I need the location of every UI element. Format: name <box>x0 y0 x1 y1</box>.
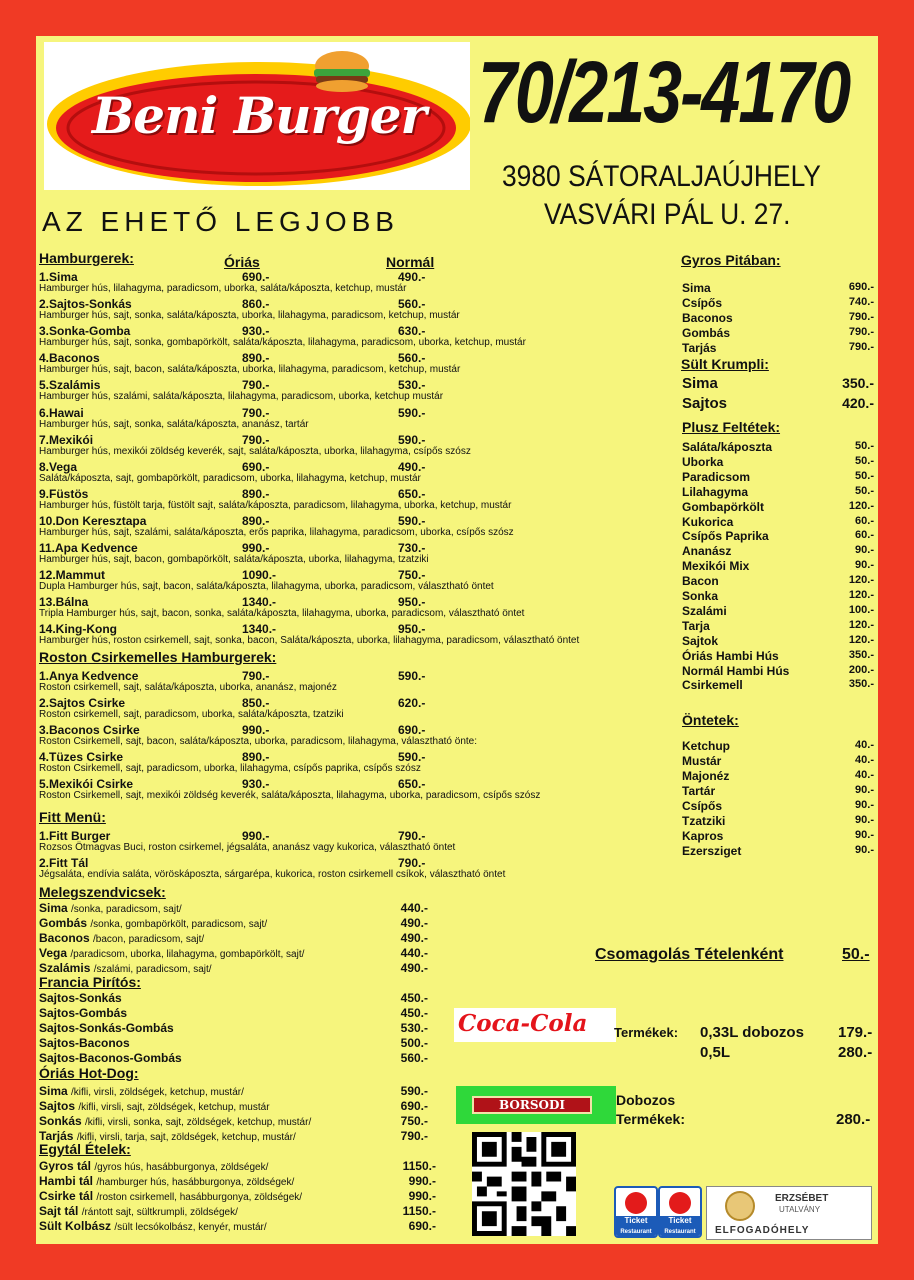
menu-item-name: 4.Baconos <box>39 351 100 366</box>
menu-item-description: Rozsos Ötmagvas Buci, roston csirkemel, jégsaláta, ananász vagy kukorica, választható öntet <box>39 842 456 853</box>
menu-item-price: 790.- <box>848 326 874 338</box>
menu-item-price: 750.- <box>400 1114 428 1128</box>
menu-item-name: Sonkás <box>39 1114 82 1128</box>
menu-item-description: Roston Csirkemell, sajt, bacon, saláta/káposzta, uborka, paradicsom, lilahagyma, választható önte: <box>39 736 477 748</box>
menu-item-price: 1150.- <box>402 1204 436 1218</box>
menu-item-price: 50.- <box>855 469 874 482</box>
borsodi-logo-text: BORSODI <box>472 1096 592 1114</box>
menu-item-name: Mexikói Mix <box>682 559 750 574</box>
cola-label: Termékek: <box>614 1025 679 1040</box>
menu-item-name: 14.King-Kong <box>39 622 117 637</box>
menu-item-name: Tartár <box>682 784 716 798</box>
menu-item <box>39 1204 238 1218</box>
menu-item-description: Hamburger hús, sajt, sonka, saláta/káposzta, ananász, tartár <box>39 418 309 430</box>
menu-item-price-large: 890.- <box>242 486 270 501</box>
section-title-gyros: Gyros Pitában: <box>681 252 781 268</box>
menu-item-price-large: 850.- <box>242 696 270 711</box>
menu-item-name: Csípős <box>682 799 723 813</box>
menu-item <box>39 1159 268 1173</box>
menu-item-name: Gombás <box>682 326 731 340</box>
menu-item-description: Hamburger hús, sajt, bacon, saláta/káposzta, uborka, lilahagyma, paradicsom, ketchup, mustár <box>39 364 461 376</box>
menu-item-name: Sajtos <box>682 395 728 412</box>
menu-item-description: /sonka, gombapörkölt, paradicsom, sajt/ <box>90 919 268 930</box>
menu-item-name: Sajtos-Sonkás <box>39 991 122 1005</box>
menu-item-name: Tarja <box>682 618 710 633</box>
menu-item-description: /hamburger hús, hasábburgonya, zöldségek/ <box>96 1177 295 1188</box>
menu-item-name: 5.Mexikói Csirke <box>39 777 134 792</box>
menu-item-name: Uborka <box>682 454 724 469</box>
erzsebet-line-3: ELFOGADÓHELY <box>715 1225 810 1236</box>
menu-item-price: 440.- <box>400 946 428 960</box>
menu-item-description: Saláta/káposzta, sajt, gombapörkölt, paradicsom, uborka, lilahagyma, ketchup, mustár <box>39 472 421 484</box>
menu-item-name: Szalámis <box>39 961 91 975</box>
menu-item-name: Normál Hambi Hús <box>682 663 790 678</box>
menu-item-price: 450.- <box>400 991 428 1005</box>
menu-item-price-normal: 490.- <box>398 459 426 474</box>
menu-item-name: Sima <box>39 1084 68 1098</box>
menu-item-price: 690.- <box>848 281 874 293</box>
menu-item-price-normal: 690.- <box>398 723 426 738</box>
section-title-francia: Francia Pirítós: <box>39 974 141 990</box>
menu-item-description: /sült lecsókolbász, kenyér, mustár/ <box>114 1222 267 1233</box>
logo <box>44 42 470 190</box>
section-title-roston: Roston Csirkemelles Hamburgerek: <box>39 649 277 665</box>
menu-item-description: Roston csirkemell, sajt, saláta/káposzta, uborka, ananász, majonéz <box>39 682 337 693</box>
menu-item-name: Ketchup <box>682 739 730 753</box>
ticket-sublabel: Restaurant <box>664 1229 696 1235</box>
menu-item-name: Sajtok <box>682 633 719 648</box>
menu-item-price: 90.- <box>855 799 874 811</box>
menu-item-name: Sajtos-Baconos-Gombás <box>39 1051 182 1065</box>
menu-item <box>39 1006 127 1020</box>
column-header-large: Óriás <box>224 254 260 270</box>
menu-item-name: 2.Fitt Tál <box>39 856 89 870</box>
menu-item-name: Sonka <box>682 589 719 603</box>
menu-item-price: 40.- <box>855 769 874 781</box>
menu-item-price-normal: 560.- <box>398 297 426 312</box>
menu-item-price: 350.- <box>848 648 874 661</box>
menu-item-name: 7.Mexikói <box>39 432 94 447</box>
cola-price-1: 179.- <box>838 1024 873 1041</box>
menu-item-price-normal: 950.- <box>398 595 426 610</box>
menu-item-name: Paradicsom <box>682 469 751 484</box>
menu-item <box>39 961 212 975</box>
menu-item-description: /gyros hús, hasábburgonya, zöldségek/ <box>94 1162 269 1173</box>
menu-item-price: 1150.- <box>402 1159 436 1173</box>
menu-item-price-normal: 790.- <box>398 829 426 843</box>
menu-item-price: 990.- <box>408 1189 436 1203</box>
menu-item-price: 350.- <box>848 678 874 691</box>
menu-item-price-normal: 620.- <box>398 696 426 711</box>
menu-item-description: /sonka, paradicsom, sajt/ <box>71 904 182 915</box>
address-line-2: VASVÁRI PÁL U. 27. <box>544 198 791 231</box>
menu-item-description: /kifli, virsli, sajt, zöldségek, ketchup, mustár <box>78 1102 270 1113</box>
menu-item-price: 90.- <box>855 544 874 557</box>
menu-item-price: 120.- <box>848 633 874 646</box>
borsodi-label-1: Dobozos <box>616 1092 676 1108</box>
menu-item-name: Baconos <box>39 931 90 945</box>
menu-item-price: 490.- <box>400 931 428 945</box>
menu-item-name: Gombás <box>39 916 88 930</box>
borsodi-price: 280.- <box>836 1111 871 1128</box>
menu-item-name: 4.Tüzes Csirke <box>39 750 124 765</box>
packaging-price: 50.- <box>842 946 870 963</box>
menu-item-name: Sajtos-Baconos <box>39 1036 130 1050</box>
menu-item-price: 120.- <box>848 574 874 587</box>
menu-item-name: 8.Vega <box>39 459 78 474</box>
menu-item-price: 60.- <box>855 514 874 527</box>
menu-item-price-large: 690.- <box>242 459 270 474</box>
menu-item-name: Sajtos <box>39 1099 76 1113</box>
menu-item-name: Baconos <box>682 311 733 325</box>
menu-item-price: 490.- <box>400 916 428 930</box>
menu-item-description: Hamburger hús, roston csirkemell, sajt, sonka, bacon, Saláta/káposzta, uborka, lilahagyma, paradicsom, választható öntet <box>39 635 580 647</box>
menu-item-price-normal: 650.- <box>398 777 426 792</box>
menu-item-price: 350.- <box>842 375 874 391</box>
menu-item <box>39 901 182 915</box>
menu-item-name: Csirkemell <box>682 678 743 693</box>
ticket-logo-icon <box>669 1192 691 1214</box>
menu-item-price: 530.- <box>400 1021 428 1035</box>
menu-item-price: 50.- <box>855 484 874 497</box>
column-header-normal: Normál <box>386 254 435 270</box>
menu-item <box>39 1174 294 1188</box>
menu-item-name: Mustár <box>682 754 722 768</box>
menu-item-price-normal: 790.- <box>398 856 426 870</box>
section-title-melegszendvics: Melegszendvicsek: <box>39 884 166 900</box>
menu-item-name: 5.Szalámis <box>39 378 101 393</box>
menu-item-price: 690.- <box>400 1099 428 1113</box>
section-title-egytal: Egytál Ételek: <box>39 1141 131 1157</box>
ticket-restaurant-badge-1 <box>614 1186 658 1238</box>
menu-item-price: 40.- <box>855 739 874 751</box>
menu-item-price-large: 890.- <box>242 351 270 366</box>
menu-item-price-large: 930.- <box>242 777 270 792</box>
menu-item-name: 10.Don Keresztapa <box>39 513 147 528</box>
cola-price-2: 280.- <box>838 1044 873 1061</box>
menu-item-name: Kukorica <box>682 514 734 529</box>
section-title-fitt: Fitt Menü: <box>39 809 106 825</box>
menu-item-description: /szalámi, paradicsom, sajt/ <box>93 964 212 975</box>
menu-item-price: 90.- <box>855 814 874 826</box>
menu-item-description: Roston Csirkemell, sajt, paradicsom, uborka, lilahagyma, csípős paprika, csípős szósz <box>39 763 421 775</box>
menu-item-name: Vega <box>39 946 68 960</box>
cola-size-2: 0,5L <box>700 1044 731 1061</box>
menu-item-price: 790.- <box>400 1129 428 1143</box>
menu-item-description: /kifli, virsli, tarja, sajt, zöldségek, ketchup, mustár/ <box>76 1132 296 1143</box>
menu-item-price: 590.- <box>400 1084 428 1098</box>
menu-item-name: Majonéz <box>682 769 730 783</box>
menu-item-name: 3.Baconos Csirke <box>39 723 140 738</box>
menu-item-name: Tzatziki <box>682 814 726 828</box>
menu-item-description: Jégsaláta, endívia saláta, vöröskáposzta, sárgarépa, kukorica, roston csirkemell csíkok, választható öntet <box>39 869 506 880</box>
menu-item <box>39 991 122 1005</box>
menu-item-price-normal: 560.- <box>398 351 426 366</box>
menu-item-name: 13.Bálna <box>39 595 89 610</box>
menu-item-description: Hamburger hús, sajt, sonka, gombapörkölt, saláta/káposzta, lilahagyma, paradicsom, uborka, ketchup, mustár <box>39 337 526 349</box>
menu-item-price-large: 1340.- <box>242 595 277 610</box>
menu-item-description: Hamburger hús, lilahagyma, paradicsom, uborka, saláta/káposzta, ketchup, mustár <box>39 283 407 294</box>
menu-item-price: 90.- <box>855 784 874 796</box>
menu-item-price: 60.- <box>855 529 874 542</box>
menu-item <box>39 1099 270 1113</box>
menu-item-price: 90.- <box>855 559 874 572</box>
menu-item-description: Dupla Hamburger hús, sajt, bacon, saláta/káposzta, lilahagyma, uborka, paradicsom, választható öntet <box>39 581 494 593</box>
menu-item-name: Ananász <box>682 544 732 559</box>
menu-item-name: Sült Kolbász <box>39 1219 112 1233</box>
menu-item-price-large: 890.- <box>242 513 270 528</box>
menu-item <box>39 1189 302 1203</box>
menu-item-description: Tripla Hamburger hús, sajt, bacon, sonka, saláta/káposzta, lilahagyma, uborka, paradicsom, választható öntet <box>39 608 525 620</box>
menu-item-description: /bacon, paradicsom, sajt/ <box>93 934 205 945</box>
menu-item-name: 1.Anya Kedvence <box>39 669 139 683</box>
menu-sheet <box>36 36 878 1244</box>
menu-item-price: 690.- <box>408 1219 436 1233</box>
menu-item-name: Csípős Paprika <box>682 529 769 544</box>
ticket-label: Ticket <box>668 1216 692 1225</box>
menu-item <box>39 916 267 930</box>
address-line-1: 3980 SÁTORALJAÚJHELY <box>502 160 821 193</box>
menu-item-name: Ezersziget <box>682 844 742 858</box>
menu-item-description: Hamburger hús, sajt, szalámi, saláta/káposzta, erős paprika, lilahagyma, paradicsom, uborka, csípős szósz <box>39 526 514 538</box>
menu-item-price: 200.- <box>848 663 874 676</box>
menu-item-name: Sajtos-Gombás <box>39 1006 128 1020</box>
menu-item-name: Kapros <box>682 829 724 843</box>
packaging-label: Csomagolás Tételenként <box>595 946 784 963</box>
section-title-ontetek: Öntetek: <box>682 712 739 728</box>
section-title-plusz: Plusz Feltétek: <box>682 419 781 435</box>
menu-item-name: 1.Fitt Burger <box>39 829 111 843</box>
menu-item-price-large: 1340.- <box>242 622 277 637</box>
brand-logo-text: Beni Burger <box>92 86 426 145</box>
menu-item-price-large: 790.- <box>242 405 270 420</box>
menu-item-name: Bacon <box>682 574 719 589</box>
menu-item-name: Saláta/káposzta <box>682 440 773 454</box>
menu-item-description: Hamburger hús, mexikói zöldség keverék, sajt, saláta/káposzta, uborka, lilahagyma, csípős szósz <box>39 445 471 457</box>
menu-item-price: 120.- <box>848 618 874 631</box>
menu-item-price-normal: 590.- <box>398 669 426 683</box>
menu-item-price-normal: 730.- <box>398 541 426 555</box>
menu-item-price-large: 930.- <box>242 324 270 339</box>
menu-item-price-normal: 530.- <box>398 378 426 393</box>
menu-item-price-normal: 650.- <box>398 486 426 501</box>
menu-item-name: Csirke tál <box>39 1189 94 1203</box>
menu-item <box>39 1114 311 1128</box>
menu-item <box>39 1084 244 1098</box>
menu-item-price: 450.- <box>400 1006 428 1020</box>
menu-item-name: 12.Mammut <box>39 568 106 583</box>
menu-item-name: Sima <box>682 375 718 392</box>
menu-item <box>39 1051 182 1065</box>
menu-item-price: 790.- <box>848 341 874 353</box>
menu-item-description: /roston csirkemell, hasábburgonya, zöldségek/ <box>96 1192 303 1203</box>
menu-item-price-large: 990.- <box>242 541 270 555</box>
menu-item-name: Gombapörkölt <box>682 499 765 514</box>
erzsebet-line-2: UTALVÁNY <box>779 1205 821 1214</box>
cola-size-1: 0,33L dobozos <box>700 1024 804 1041</box>
menu-item <box>39 1021 174 1035</box>
menu-item-description: /kifli, virsli, zöldségek, ketchup, mustár/ <box>71 1087 244 1098</box>
menu-item-price-normal: 590.- <box>398 513 426 528</box>
menu-item-name: Gyros tál <box>39 1159 92 1173</box>
menu-item-price: 740.- <box>848 296 874 308</box>
borsodi-label-2: Termékek: <box>616 1111 686 1127</box>
menu-item-price-large: 860.- <box>242 297 270 312</box>
tagline: AZ EHETŐ LEGJOBB <box>42 206 399 237</box>
ticket-restaurant-badge-2 <box>658 1186 702 1238</box>
coca-cola-logo <box>454 1008 616 1042</box>
menu-item-description: Hamburger hús, szalámi, saláta/káposzta, lilahagyma, paradicsom, uborka, ketchup mustár <box>39 391 444 403</box>
menu-item-price: 440.- <box>400 901 428 915</box>
menu-item-price: 40.- <box>855 754 874 766</box>
erzsebet-line-1: ERZSÉBET <box>775 1193 829 1204</box>
section-title-krumpli: Sült Krumpli: <box>681 356 769 372</box>
menu-item-price: 50.- <box>855 454 874 467</box>
menu-item-description: Roston Csirkemell, sajt, mexikói zöldség keverék, saláta/káposzta, lilahagyma, uborka, paradicsom, csípős szósz <box>39 790 541 802</box>
menu-item-price: 90.- <box>855 844 874 856</box>
menu-item-name: Tarjás <box>682 341 717 355</box>
menu-item-description: Hamburger hús, füstölt tarja, füstölt sajt, saláta/káposzta, paradicsom, lilahagyma, uborka, ketchup, mustár <box>39 499 512 511</box>
qr-code-icon <box>472 1132 576 1236</box>
menu-item-price: 490.- <box>400 961 428 975</box>
menu-item-price-normal: 590.- <box>398 405 426 420</box>
menu-item-name: Sima <box>39 901 68 915</box>
menu-item <box>39 1036 130 1050</box>
menu-item <box>39 931 204 945</box>
section-title-hamburgers: Hamburgerek: <box>39 250 134 266</box>
menu-item-price: 990.- <box>408 1174 436 1188</box>
menu-item-name: Sajt tál <box>39 1204 79 1218</box>
menu-item-price-large: 1090.- <box>242 568 277 583</box>
menu-item-name: Tarjás <box>39 1129 74 1143</box>
menu-item-name: Csípős <box>682 296 723 310</box>
erzsebet-portrait-icon <box>725 1191 755 1221</box>
menu-item-price-normal: 590.- <box>398 750 426 765</box>
menu-item-name: 2.Sajtos Csirke <box>39 696 126 711</box>
menu-item-name: Szalámi <box>682 603 727 618</box>
menu-item-description: Hamburger hús, sajt, bacon, gombapörkölt, saláta/káposzta, uborka, lilahagyma, tzatziki <box>39 554 429 565</box>
menu-item-price-large: 990.- <box>242 723 270 738</box>
menu-item-price-large: 790.- <box>242 378 270 393</box>
ticket-sublabel: Restaurant <box>620 1229 652 1235</box>
borsodi-logo <box>456 1086 616 1124</box>
menu-item-description: /paradicsom, uborka, lilahagyma, gombapörkölt, sajt/ <box>70 949 305 960</box>
menu-item-description: Roston csirkemell, sajt, paradicsom, uborka, saláta/káposzta, tzatziki <box>39 709 344 721</box>
menu-item-price: 120.- <box>848 589 874 601</box>
menu-item-price-normal: 490.- <box>398 270 426 284</box>
menu-item-price-normal: 950.- <box>398 622 426 637</box>
menu-item-price: 120.- <box>848 499 874 512</box>
menu-item-price-large: 790.- <box>242 669 270 683</box>
menu-item-price-normal: 630.- <box>398 324 426 339</box>
menu-item-price-normal: 590.- <box>398 432 426 447</box>
menu-item-name: Hambi tál <box>39 1174 94 1188</box>
menu-item-price: 90.- <box>855 829 874 841</box>
menu-item-name: 11.Apa Kedvence <box>39 541 138 555</box>
menu-item-name: Sima <box>682 281 711 295</box>
menu-item-price-large: 990.- <box>242 829 270 843</box>
ticket-logo-icon <box>625 1192 647 1214</box>
section-title-hotdog: Óriás Hot-Dog: <box>39 1065 139 1081</box>
menu-item <box>39 946 304 960</box>
menu-item-description: Hamburger hús, sajt, sonka, saláta/káposzta, uborka, lilahagyma, paradicsom, ketchup, mustár <box>39 310 460 322</box>
menu-item-name: 6.Hawai <box>39 405 84 420</box>
erzsebet-badge <box>706 1186 872 1240</box>
menu-item-price-large: 790.- <box>242 432 270 447</box>
menu-item-name: Sajtos-Sonkás-Gombás <box>39 1021 174 1035</box>
menu-item <box>39 1219 267 1233</box>
menu-item-price-large: 890.- <box>242 750 270 765</box>
menu-item-price: 790.- <box>848 311 874 323</box>
menu-item-price: 420.- <box>842 395 874 411</box>
menu-item-price: 100.- <box>848 603 874 616</box>
menu-item-name: Óriás Hambi Hús <box>682 648 779 663</box>
menu-item-description: /kifli, virsli, sonka, sajt, zöldségek, ketchup, mustár/ <box>85 1117 312 1128</box>
menu-item-description: /rántott sajt, sültkrumpli, zöldségek/ <box>81 1207 238 1218</box>
menu-item-name: 1.Sima <box>39 270 78 284</box>
coca-cola-logo-text: Coca-Cola <box>458 1010 588 1037</box>
menu-item-price-normal: 750.- <box>398 568 426 583</box>
phone-number: 70/213-4170 <box>478 43 850 141</box>
menu-item-price: 560.- <box>400 1051 428 1065</box>
ticket-label: Ticket <box>624 1216 648 1225</box>
menu-item-name: Lilahagyma <box>682 484 749 499</box>
menu-item-price-large: 690.- <box>242 270 270 284</box>
menu-item-name: 9.Füstös <box>39 486 89 501</box>
menu-item-price: 50.- <box>855 440 874 452</box>
menu-item-price: 500.- <box>400 1036 428 1050</box>
menu-item-name: 3.Sonka-Gomba <box>39 324 131 339</box>
menu-item-name: 2.Sajtos-Sonkás <box>39 297 132 312</box>
